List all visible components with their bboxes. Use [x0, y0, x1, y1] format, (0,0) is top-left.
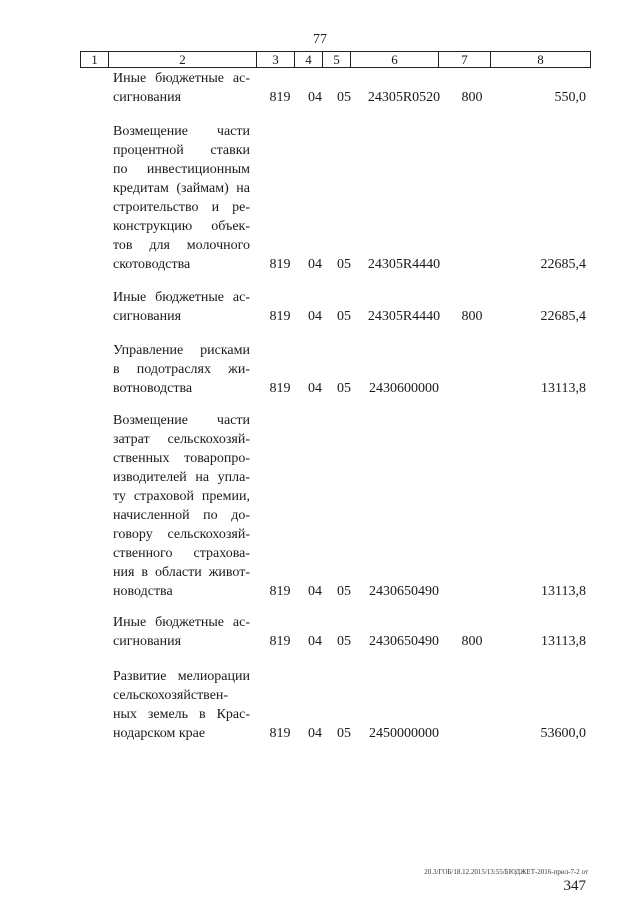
description-line: ственных товаропро- — [113, 451, 250, 466]
description-line: ту страховой премии, — [113, 489, 250, 504]
row-value-c8: 22685,4 — [540, 309, 586, 324]
description-line: конструкцию объек- — [113, 219, 250, 234]
description-line: говору сельскохозяй- — [113, 527, 250, 542]
description-line: вотноводства — [113, 381, 193, 396]
description-line: процентной ставки — [113, 143, 250, 158]
row-description — [113, 613, 250, 651]
row-value-c7: 800 — [461, 309, 483, 324]
row-value-c6: 24305R4440 — [367, 309, 441, 324]
row-value-c5: 05 — [337, 309, 351, 324]
footer-reference: 20.3/ГОБ/18.12.2015/13:55/БЮДЖЕТ-2016-прил-7-2 от — [424, 868, 588, 876]
column-header-1: 1 — [81, 52, 109, 68]
row-value-c4: 04 — [308, 584, 322, 599]
column-header-2: 2 — [109, 52, 257, 68]
row-value-c7: 800 — [461, 634, 483, 649]
row-description — [113, 341, 250, 398]
description-line: новодства — [113, 584, 173, 599]
row-value-c6: 2430600000 — [369, 381, 439, 396]
description-line: Возмещение части — [113, 413, 250, 428]
row-description — [113, 122, 250, 274]
row-value-c3: 819 — [269, 726, 291, 741]
description-line: кредитам (займам) на — [113, 181, 250, 196]
description-line: Управление рисками — [113, 343, 250, 358]
description-line: в подотраслях жи- — [113, 362, 250, 377]
description-line: по инвестиционным — [113, 162, 250, 177]
row-value-c5: 05 — [337, 381, 351, 396]
row-value-c3: 819 — [269, 584, 291, 599]
column-header-7: 7 — [439, 52, 491, 68]
row-value-c6: 2430650490 — [369, 584, 439, 599]
description-line: ния в области живот- — [113, 565, 250, 580]
column-header-5: 5 — [323, 52, 351, 68]
row-value-c8: 22685,4 — [540, 257, 586, 272]
row-value-c6: 2430650490 — [369, 634, 439, 649]
row-value-c3: 819 — [269, 634, 291, 649]
column-header-6: 6 — [351, 52, 439, 68]
row-value-c4: 04 — [308, 309, 322, 324]
row-description — [113, 667, 250, 743]
description-line: сигнования — [113, 90, 182, 105]
row-value-c4: 04 — [308, 90, 322, 105]
page-number: 77 — [313, 32, 327, 47]
description-line: ных земель в Крас- — [113, 707, 250, 722]
description-line: Иные бюджетные ас- — [113, 290, 250, 305]
description-line: сигнования — [113, 309, 182, 324]
description-line: тов для молочного — [113, 238, 250, 253]
row-value-c3: 819 — [269, 257, 291, 272]
description-line: сельскохозяйствен- — [113, 688, 229, 703]
row-value-c6: 2450000000 — [369, 726, 439, 741]
row-value-c5: 05 — [337, 726, 351, 741]
column-header-3: 3 — [257, 52, 295, 68]
column-header-8: 8 — [491, 52, 591, 68]
row-value-c4: 04 — [308, 726, 322, 741]
description-line: Развитие мелиорации — [113, 669, 250, 684]
description-line: Иные бюджетные ас- — [113, 615, 250, 630]
row-value-c6: 24305R4440 — [367, 257, 441, 272]
description-line: ственного страхова- — [113, 546, 250, 561]
row-value-c8: 550,0 — [554, 90, 586, 105]
row-value-c7: 800 — [461, 90, 483, 105]
row-value-c5: 05 — [337, 90, 351, 105]
row-value-c3: 819 — [269, 90, 291, 105]
row-value-c3: 819 — [269, 381, 291, 396]
row-value-c6: 24305R0520 — [367, 90, 441, 105]
row-value-c4: 04 — [308, 381, 322, 396]
description-line: сигнования — [113, 634, 182, 649]
table-header — [80, 51, 591, 68]
description-line: изводителей на упла- — [113, 470, 250, 485]
sheet-number: 347 — [563, 878, 586, 894]
column-header-4: 4 — [295, 52, 323, 68]
row-value-c4: 04 — [308, 257, 322, 272]
description-line: скотоводства — [113, 257, 191, 272]
row-value-c5: 05 — [337, 634, 351, 649]
description-line: начисленной по до- — [113, 508, 250, 523]
row-value-c4: 04 — [308, 634, 322, 649]
row-value-c3: 819 — [269, 309, 291, 324]
row-value-c8: 13113,8 — [541, 584, 586, 599]
description-line: затрат сельскохозяй- — [113, 432, 250, 447]
row-description — [113, 69, 250, 107]
row-description — [113, 411, 250, 601]
row-value-c8: 53600,0 — [540, 726, 586, 741]
description-line: строительство и ре- — [113, 200, 250, 215]
row-value-c8: 13113,8 — [541, 634, 586, 649]
row-description — [113, 288, 250, 326]
description-line: нодарском крае — [113, 726, 206, 741]
row-value-c8: 13113,8 — [541, 381, 586, 396]
row-value-c5: 05 — [337, 257, 351, 272]
row-value-c5: 05 — [337, 584, 351, 599]
description-line: Возмещение части — [113, 124, 250, 139]
description-line: Иные бюджетные ас- — [113, 71, 250, 86]
